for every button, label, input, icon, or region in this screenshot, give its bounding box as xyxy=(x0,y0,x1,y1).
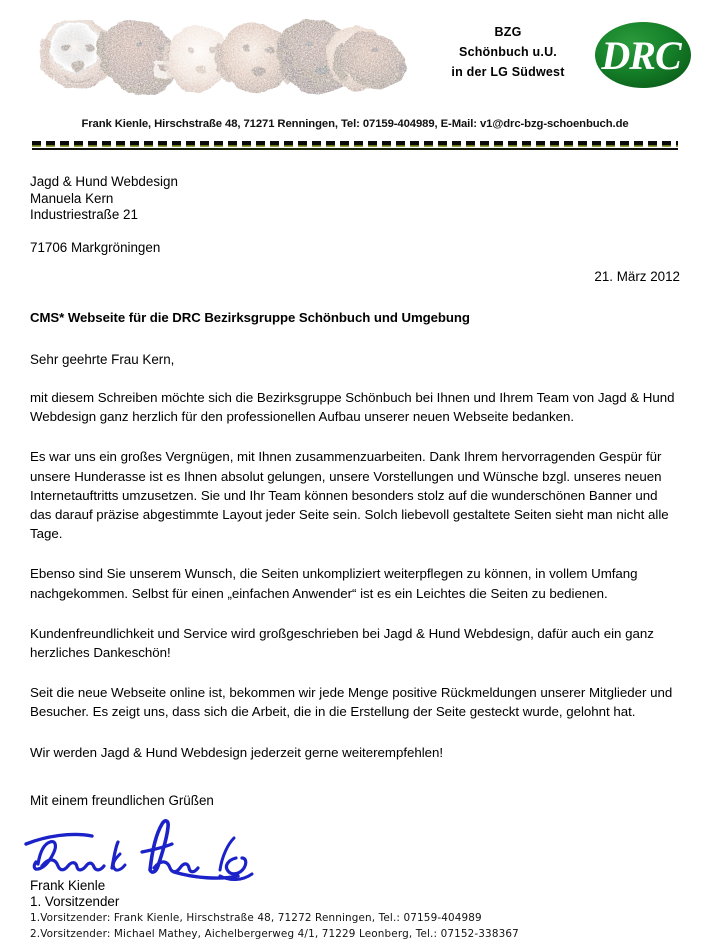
signer-role: 1. Vorsitzender xyxy=(30,894,120,910)
header-separator-rule xyxy=(32,141,678,152)
letter-salutation: Sehr geehrte Frau Kern, xyxy=(30,352,175,367)
recipient-street: Industriestraße 21 xyxy=(30,207,138,222)
signer-block xyxy=(30,878,682,911)
letter-subject: CMS* Webseite für die DRC Bezirksgruppe Schönbuch und Umgebung xyxy=(30,310,470,325)
letterhead xyxy=(20,12,690,112)
paragraph-3: Ebenso sind Sie unserem Wunsch, die Seiten unkompliziert weiterpflegen zu können, in vollem Umfang nachgekommen. Selbst für einen „einfachen Anwender“ ist es ein Leichtes die Seiten zu bedienen. xyxy=(30,566,638,601)
paragraph-1: mit diesem Schreiben möchte sich die Bezirksgruppe Schönbuch bei Ihnen und Ihrem Team von Jagd & Hund Webdesign ganz herzlich für den professionellen Aufbau unserer neuen Webseite bedanken. xyxy=(30,390,675,425)
org-line-bzg: BZG xyxy=(494,25,522,39)
paragraph-4: Kundenfreundlichkeit und Service wird großgeschrieben bei Jagd & Hund Webdesign, dafür auch ein ganz herzliches Dankeschön! xyxy=(30,625,654,661)
dog-heads-banner-image xyxy=(36,14,408,98)
page-footer xyxy=(30,911,682,942)
solid-line xyxy=(32,148,678,150)
recipient-company: Jagd & Hund Webdesign xyxy=(30,174,178,189)
org-line-landesgruppe: in der LG Südwest xyxy=(451,65,565,79)
recipient-person: Manuela Kern xyxy=(30,190,114,206)
signature-image xyxy=(24,812,354,884)
svg-text:DRC: DRC xyxy=(601,33,681,78)
paragraph-2: Es war uns ein großes Vergnügen, mit Ihnen zusammenzuarbeiten. Dank Ihrem hervorragenden Gespür für unsere Hunderasse ist es Ihnen absolut gelungen, unsere Vorstellungen und Wünsche bzgl. unseres neuen Internetauftritts umzusetzen. Sie und Ihr Team können besonders stolz auf die wunderschönen Banner und das darauf präzise abgestimmte Layout jeder Seite sein. Solch liebevoll gestaltete Seiten sieht man nicht alle Tage. xyxy=(30,449,669,542)
recipient-city: 71706 Markgröningen xyxy=(30,239,161,255)
organisation-name-block xyxy=(428,22,588,82)
address-spacer xyxy=(30,224,682,240)
signer-name: Frank Kienle xyxy=(30,877,106,893)
letter-body xyxy=(30,174,682,911)
drc-logo xyxy=(593,19,699,91)
paragraph-5: Seit die neue Webseite online ist, bekommen wir jede Menge positive Rückmeldungen unserer Mitglieder und Besucher. Es zeigt uns, dass sich die Arbeit, die in die Erstellung der Seite gesteckt wurde, gelohnt hat. xyxy=(30,685,673,720)
letter-closing: Mit einem freundlichen Grüßen xyxy=(30,792,214,808)
footer-line-vorsitzender-2: 2.Vorsitzender: Michael Mathey, Aichelbergerweg 4/1, 71229 Leonberg, Tel.: 07152-338367 xyxy=(30,927,519,940)
letterhead-contact-line: Frank Kienle, Hirschstraße 48, 71271 Renningen, Tel: 07159-404989, E-Mail: v1@drc-bzg-schoenbuch.de xyxy=(81,118,629,130)
paragraph-6: Wir werden Jagd & Hund Webdesign jederzeit gerne weiterempfehlen! xyxy=(30,744,444,760)
letter-date: 21. März 2012 xyxy=(594,269,680,284)
org-line-region: Schönbuch u.U. xyxy=(459,45,557,59)
recipient-address-block xyxy=(30,174,682,256)
footer-line-vorsitzender-1: 1.Vorsitzender: Frank Kienle, Hirschstraße 48, 71272 Renningen, Tel.: 07159-404989 xyxy=(30,912,482,924)
dashed-line xyxy=(32,141,678,146)
